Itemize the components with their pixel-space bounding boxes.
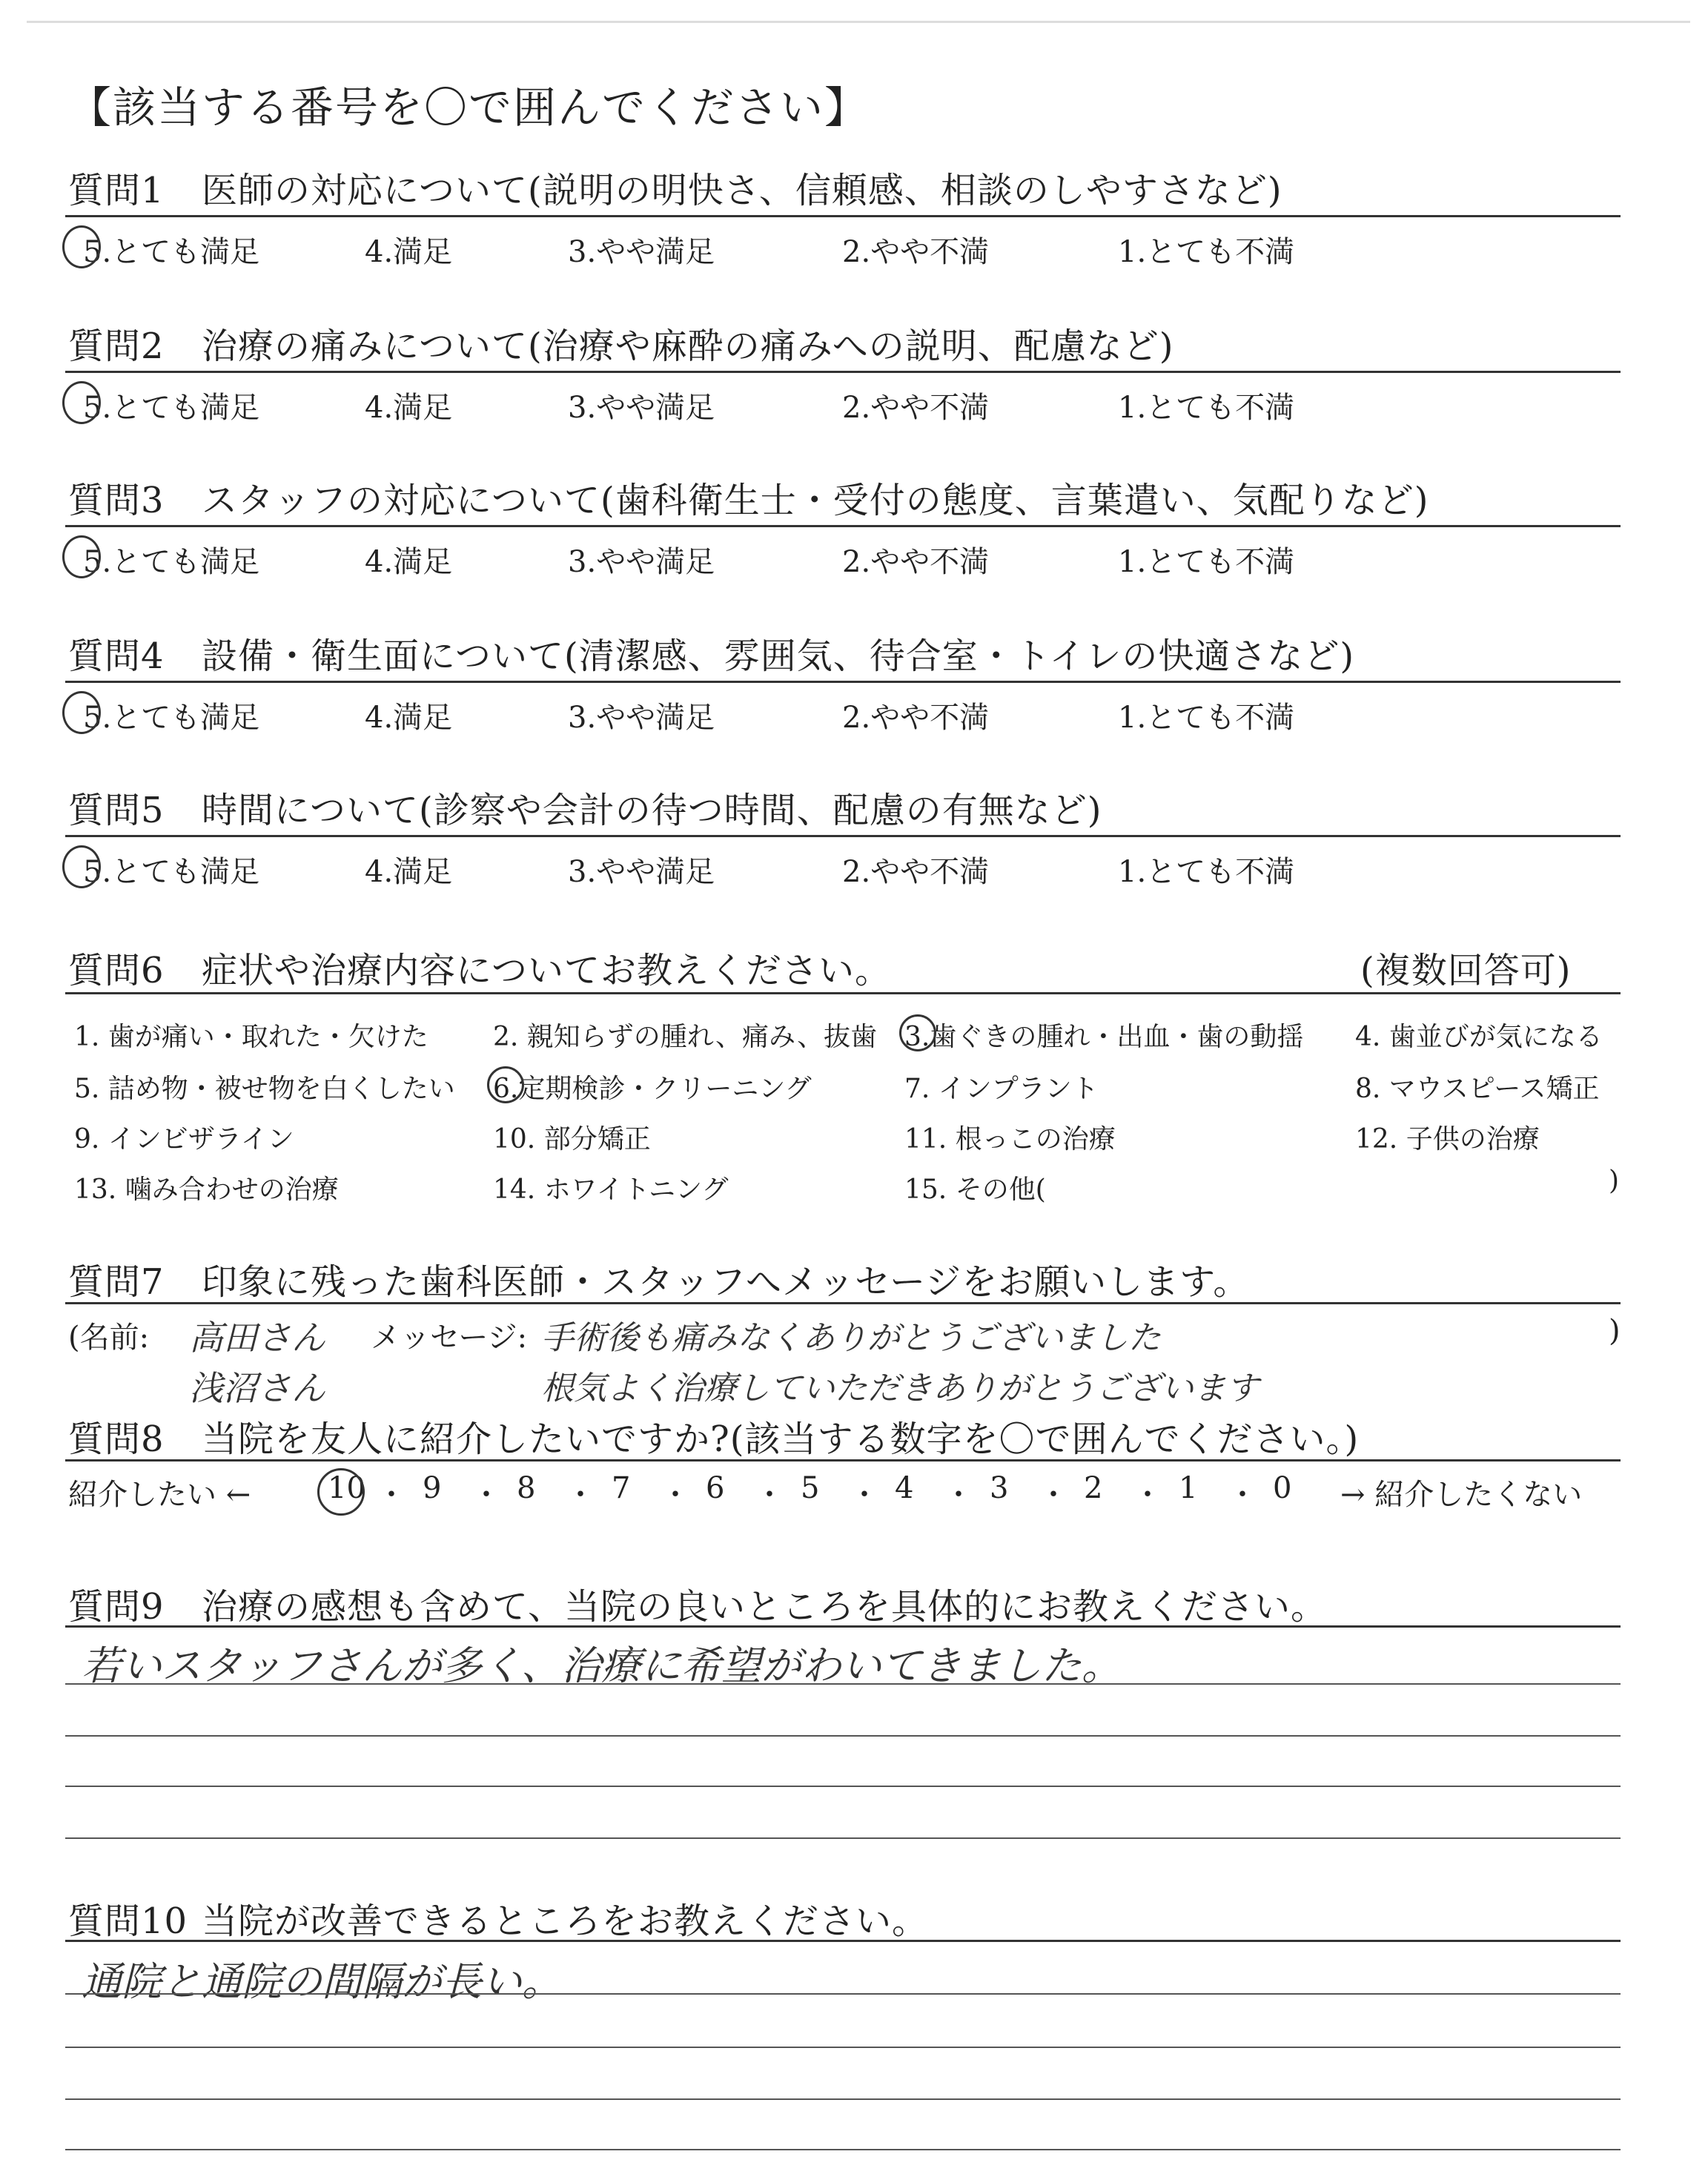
q7-message-2: 根気よく治療していただきありがとうございます [541,1370,1259,1407]
q8-scale-separator: ・ [1133,1478,1162,1512]
q3-option-4[interactable]: 4.満足 [365,545,453,579]
q6-item-13[interactable]: 13. 噛み合わせの治療 [74,1175,339,1205]
q9-label: 質問9 [68,1586,165,1628]
q8-scale-9[interactable]: 9 [423,1471,442,1505]
q2-rule [65,371,1621,373]
q9-line-2 [65,1735,1621,1737]
q8-scale-1[interactable]: 1 [1179,1471,1198,1505]
q6-item-3[interactable]: 3.歯ぐきの腫れ・出血・歯の動揺 [904,1022,1304,1052]
q4-option-4[interactable]: 4.満足 [365,701,453,735]
q6-item-5[interactable]: 5. 詰め物・被せ物を白くしたい [74,1074,455,1104]
q3-option-2[interactable]: 2.やや不満 [842,545,990,579]
q8-scale-10[interactable]: 10 [328,1471,365,1505]
q6-item-15[interactable]: 15. その他( [904,1175,1046,1205]
q2-label: 質問2 [68,326,165,367]
q4-option-1[interactable]: 1.とても不満 [1118,701,1295,735]
q8-scale-6[interactable]: 6 [706,1471,725,1505]
q7-rule [65,1302,1621,1304]
q6-item-11[interactable]: 11. 根っこの治療 [904,1124,1116,1155]
q7-name-1: 高田さん [189,1318,325,1358]
q6-item-10[interactable]: 10. 部分矯正 [493,1124,651,1155]
q10-line-4 [65,2149,1621,2150]
q10-line-2 [65,2047,1621,2048]
q6-text: 症状や治療内容についてお教えください。 [202,950,892,991]
q6-close-paren: ) [1609,1166,1620,1196]
q5-option-3[interactable]: 3.やや満足 [568,855,715,889]
q9-line-1 [65,1683,1621,1685]
q8-text: 当院を友人に紹介したいですか?(該当する数字を〇で囲んでください。) [202,1418,1360,1460]
q9-line-4 [65,1837,1621,1839]
q4-selected-circle [62,691,101,734]
q8-scale-3[interactable]: 3 [990,1471,1009,1505]
q8-scale-separator: ・ [944,1478,973,1512]
q1-option-5[interactable]: 5.とても満足 [83,235,260,269]
q2-option-2[interactable]: 2.やや不満 [842,391,990,425]
q5-option-4[interactable]: 4.満足 [365,855,453,889]
q7-text: 印象に残った歯科医師・スタッフへメッセージをお願いします。 [202,1261,1250,1303]
q8-scale-2[interactable]: 2 [1084,1471,1103,1505]
q6-item-14[interactable]: 14. ホワイトニング [493,1175,729,1205]
q7-message-label: メッセージ: [371,1321,528,1355]
q5-option-2[interactable]: 2.やや不満 [842,855,990,889]
q8-scale-separator: ・ [1039,1478,1068,1512]
q1-option-4[interactable]: 4.満足 [365,235,453,269]
q8-scale-8[interactable]: 8 [517,1471,536,1505]
q5-option-1[interactable]: 1.とても不満 [1118,855,1295,889]
q6-item-9[interactable]: 9. インビザライン [74,1124,294,1155]
q1-selected-circle [62,225,101,268]
q1-label: 質問1 [68,170,165,211]
q8-scale-separator: ・ [755,1478,784,1512]
q6-item-6[interactable]: 6.定期検診・クリーニング [493,1074,812,1104]
q2-text: 治療の痛みについて(治療や麻酔の痛みへの説明、配慮など) [202,326,1174,367]
q5-rule [65,835,1621,837]
q8-label: 質問8 [68,1418,165,1460]
q6-item-12[interactable]: 12. 子供の治療 [1355,1124,1540,1155]
q6-circle-6 [487,1066,524,1103]
q6-note: (複数回答可) [1360,950,1572,991]
q7-name-2: 浅沼さん [189,1368,325,1408]
q6-item-1[interactable]: 1. 歯が痛い・取れた・欠けた [74,1022,428,1052]
q1-text: 医師の対応について(説明の明快さ、信頼感、相談のしやすさなど) [202,170,1282,211]
q8-right-label: → 紹介したくない [1340,1478,1583,1512]
q1-option-1[interactable]: 1.とても不満 [1118,235,1295,269]
instruction-heading: 【該当する番号を〇で囲んでください】 [68,82,870,133]
q8-left-label: 紹介したい ← [68,1478,251,1512]
q2-option-3[interactable]: 3.やや満足 [568,391,715,425]
q10-answer: 通院と通院の間隔が長い。 [82,1958,562,2005]
q6-item-8[interactable]: 8. マウスピース矯正 [1355,1074,1600,1104]
q6-circle-3 [899,1014,936,1051]
q8-scale-separator: ・ [1228,1478,1257,1512]
q8-scale-0[interactable]: 0 [1273,1471,1292,1505]
q10-rule [65,1940,1621,1942]
q8-circle-10 [317,1468,365,1516]
q3-rule [65,525,1621,527]
q8-scale-separator: ・ [850,1478,879,1512]
q8-scale-5[interactable]: 5 [801,1471,820,1505]
q10-text: 当院が改善できるところをお教えください。 [202,1900,929,1942]
q8-rule [65,1459,1621,1462]
q9-answer: 若いスタッフさんが多く、治療に希望がわいてきました。 [82,1642,1122,1689]
q5-text: 時間について(診察や会計の待つ時間、配慮の有無など) [202,790,1102,831]
q10-label: 質問10 [68,1900,188,1942]
q2-option-5[interactable]: 5.とても満足 [83,391,260,425]
q4-option-5[interactable]: 5.とても満足 [83,701,260,735]
q2-option-1[interactable]: 1.とても不満 [1118,391,1295,425]
q1-rule [65,215,1621,217]
q10-line-3 [65,2098,1621,2100]
q7-message-1: 手術後も痛みなくありがとうございました [541,1319,1161,1357]
q7-label: 質問7 [68,1261,165,1303]
top-border [27,21,1690,23]
q3-option-1[interactable]: 1.とても不満 [1118,545,1295,579]
q3-text: スタッフの対応について(歯科衛生士・受付の態度、言葉遣い、気配りなど) [202,480,1429,521]
q7-name-label: (名前: [68,1321,150,1355]
q8-scale-separator: ・ [471,1478,501,1512]
q2-selected-circle [62,381,101,424]
q9-line-3 [65,1786,1621,1787]
q5-label: 質問5 [68,790,165,831]
q1-option-3[interactable]: 3.やや満足 [568,235,715,269]
q8-scale-7[interactable]: 7 [612,1471,631,1505]
q8-scale-separator: ・ [661,1478,690,1512]
q8-scale-separator: ・ [377,1478,406,1512]
q6-label: 質問6 [68,950,165,991]
q5-selected-circle [62,845,101,888]
q1-option-2[interactable]: 2.やや不満 [842,235,990,269]
q3-option-3[interactable]: 3.やや満足 [568,545,715,579]
q4-option-2[interactable]: 2.やや不満 [842,701,990,735]
q4-rule [65,681,1621,683]
q8-scale-separator: ・ [566,1478,595,1512]
q4-text: 設備・衛生面について(清潔感、雰囲気、待合室・トイレの快適さなど) [202,635,1355,677]
q4-label: 質問4 [68,635,165,677]
q2-option-4[interactable]: 4.満足 [365,391,453,425]
q4-option-3[interactable]: 3.やや満足 [568,701,715,735]
q8-scale-4[interactable]: 4 [895,1471,914,1505]
q7-close-paren: ) [1609,1314,1621,1348]
q6-item-4[interactable]: 4. 歯並びが気になる [1355,1022,1603,1052]
q3-option-5[interactable]: 5.とても満足 [83,545,260,579]
q9-rule [65,1625,1621,1628]
q10-line-1 [65,1993,1621,1995]
q5-option-5[interactable]: 5.とても満足 [83,855,260,889]
q3-label: 質問3 [68,480,165,521]
q6-rule [65,992,1621,994]
q3-selected-circle [62,535,101,578]
q9-text: 治療の感想も含めて、当院の良いところを具体的にお教えください。 [202,1586,1328,1628]
q6-item-2[interactable]: 2. 親知らずの腫れ、痛み、抜歯 [493,1022,878,1052]
q6-item-7[interactable]: 7. インプラント [904,1074,1099,1104]
